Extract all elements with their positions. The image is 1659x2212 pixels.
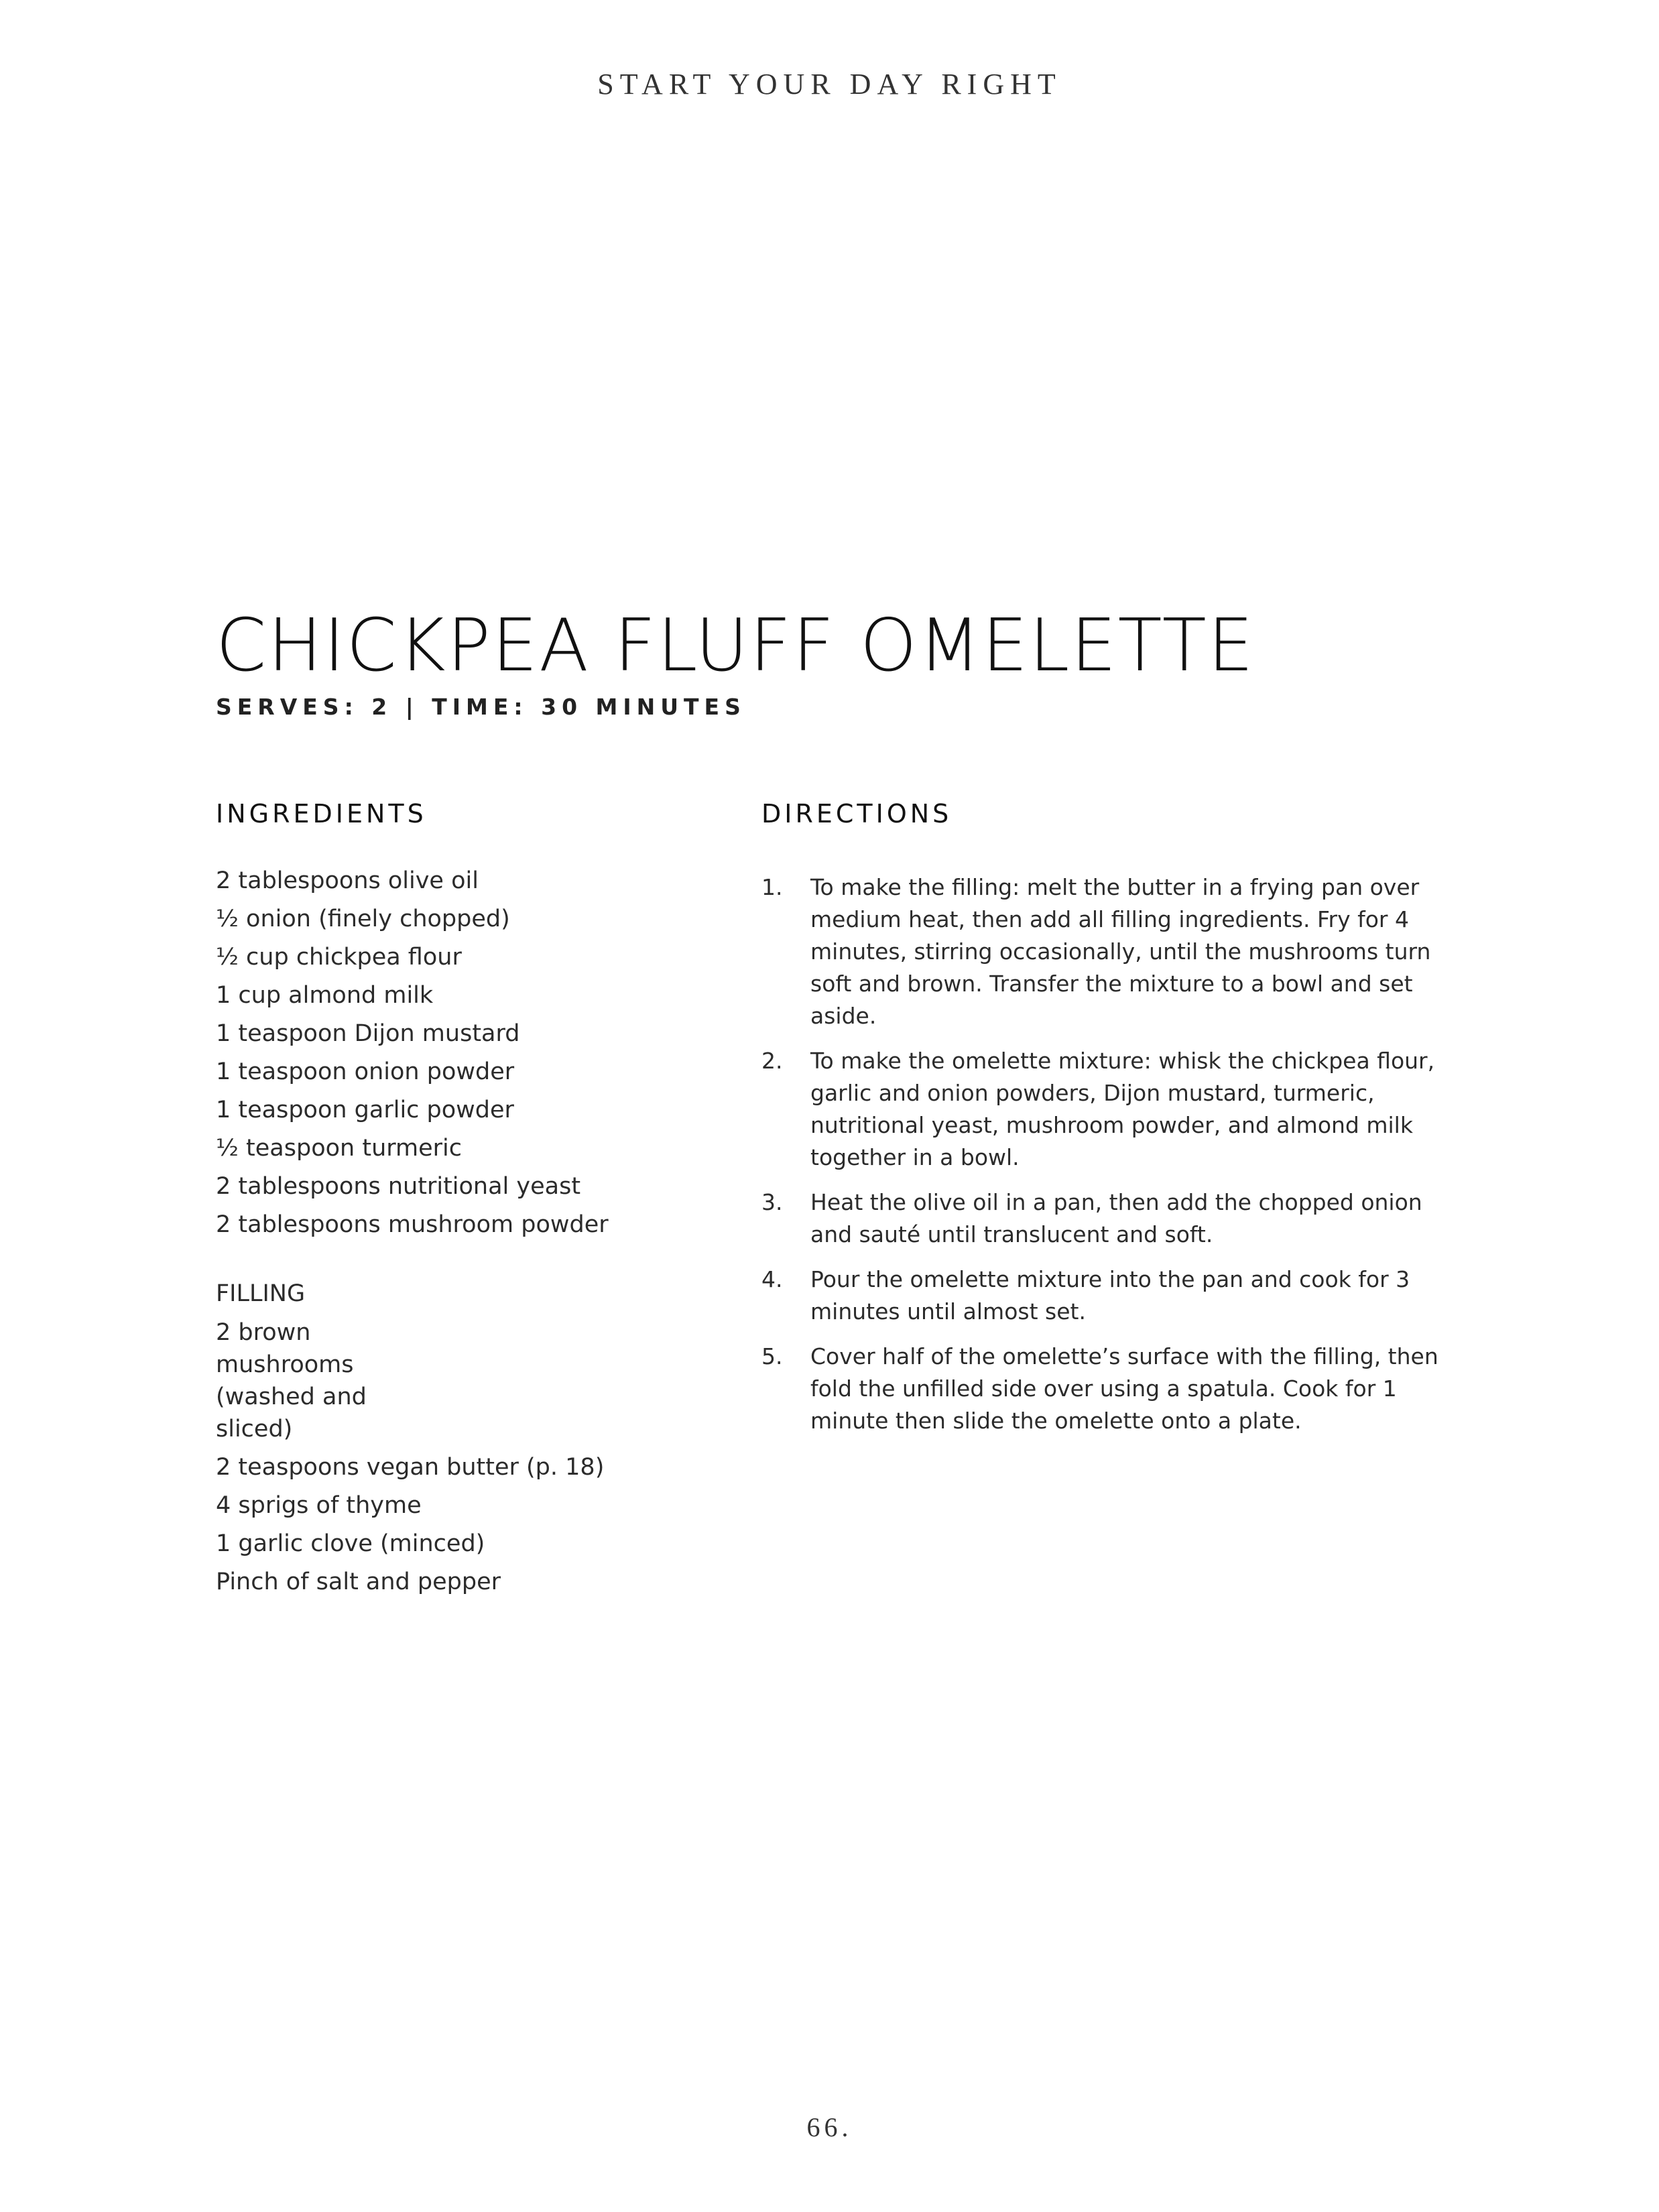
filling-item: 4 sprigs of thyme (216, 1492, 422, 1519)
step-number: 5. (761, 1343, 783, 1369)
step-text: Heat the olive oil in a pan, then add the chopped onion and sauté until translucent and soft. (810, 1189, 1422, 1247)
direction-step (761, 1264, 1445, 1328)
ingredient-item: 2 tablespoons mushroom powder (216, 1211, 609, 1238)
filling-item: 2 brown mushrooms (washed and sliced) (216, 1319, 367, 1442)
ingredient-item: ½ teaspoon turmeric (216, 1135, 463, 1162)
step-number: 1. (761, 874, 783, 900)
filling-list (216, 1316, 725, 1604)
directions-heading: DIRECTIONS (761, 799, 953, 828)
ingredient-item: 1 teaspoon garlic powder (216, 1097, 514, 1123)
ingredient-item: ½ onion (finely chopped) (216, 906, 510, 932)
step-text: To make the filling: melt the butter in a frying pan over medium heat, then add all filling ingredients. Fry for 4 minutes, stirring occasionally, until the mushrooms turn soft and brown. Transfer the mixture to a bowl and set aside. (810, 874, 1431, 1029)
ingredient-item: ½ cup chickpea flour (216, 944, 462, 971)
page-number: 66. (806, 2112, 853, 2142)
step-number: 3. (761, 1189, 783, 1215)
recipe-meta: SERVES: 2 | TIME: 30 MINUTES (216, 694, 746, 720)
filling-item: 1 garlic clove (minced) (216, 1530, 485, 1557)
step-text: Cover half of the omelette’s surface with the filling, then fold the unfilled side over using a spatula. Cook for 1 minute then slide the omelette onto a plate. (810, 1343, 1438, 1434)
step-text: To make the omelette mixture: whisk the chickpea flour, garlic and onion powders, Dijon mustard, turmeric, nutritional yeast, mushroom powder, and almond milk together in a bowl. (810, 1048, 1435, 1170)
step-number: 2. (761, 1048, 783, 1074)
directions-list (761, 871, 1445, 1450)
direction-step (761, 871, 1445, 1032)
ingredient-item: 1 cup almond milk (216, 982, 434, 1009)
filling-label: FILLING (216, 1280, 306, 1307)
step-text: Pour the omelette mixture into the pan and cook for 3 minutes until almost set. (810, 1266, 1410, 1325)
direction-step (761, 1186, 1445, 1251)
ingredient-item: 1 teaspoon Dijon mustard (216, 1020, 520, 1047)
step-number: 4. (761, 1266, 783, 1292)
ingredients-heading: INGREDIENTS (216, 799, 427, 828)
filling-item: Pinch of salt and pepper (216, 1569, 501, 1595)
ingredients-list (216, 865, 725, 1247)
recipe-title: CHICKPEA FLUFF OMELETTE (216, 604, 1255, 688)
running-header: START YOUR DAY RIGHT (597, 68, 1062, 101)
ingredient-item: 1 teaspoon onion powder (216, 1058, 515, 1085)
ingredient-item: 2 tablespoons nutritional yeast (216, 1173, 581, 1200)
ingredient-item: 2 tablespoons olive oil (216, 867, 479, 894)
direction-step (761, 1341, 1445, 1437)
filling-item: 2 teaspoons vegan butter (p. 18) (216, 1454, 605, 1481)
direction-step (761, 1045, 1445, 1174)
